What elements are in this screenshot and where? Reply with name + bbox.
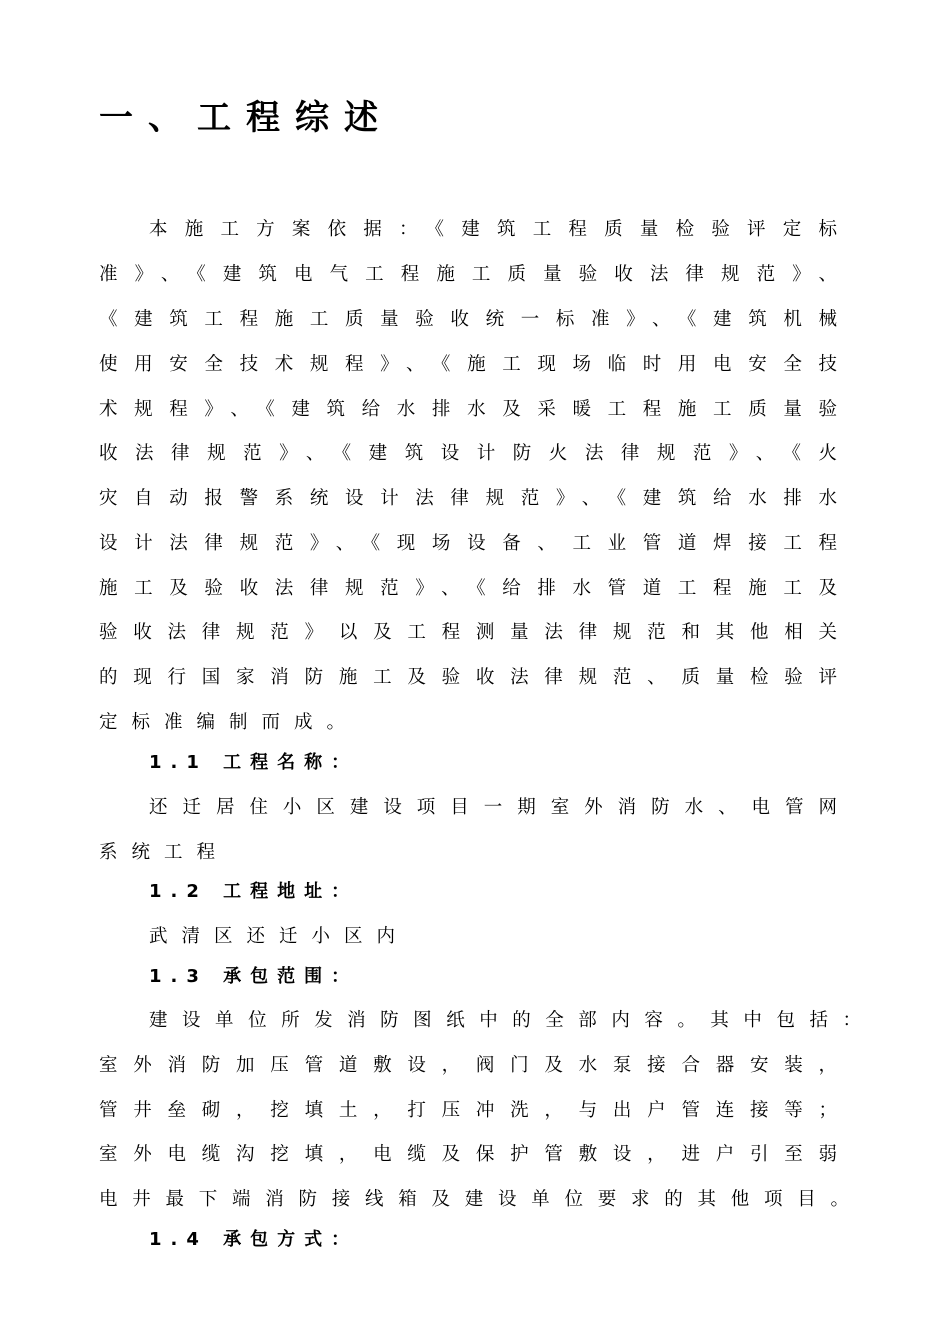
section-heading-1-2: 1.2 工程地址：: [149, 881, 359, 902]
paragraph-line: 准》、《建筑电气工程施工质量验收法律规范》、: [99, 264, 837, 285]
paragraph-line: 定标准编制而成。: [99, 712, 360, 733]
paragraph-line: 的现行国家消防施工及验收法律规范、质量检验评: [99, 667, 837, 688]
section-heading-1-1: 1.1 工程名称：: [149, 752, 359, 773]
paragraph-line: 术规程》、《建筑给水排水及采暖工程施工质量验: [99, 399, 837, 420]
section-heading-1-3: 1.3 承包范围：: [149, 966, 359, 987]
paragraph-line: 管井垒砌，挖填土，打压冲洗，与出户管连接等；: [99, 1100, 837, 1121]
paragraph-line: 电井最下端消防接线箱及建设单位要求的其他项目。: [99, 1189, 849, 1210]
paragraph-line: 还迁居住小区建设项目一期室外消防水、电管网: [149, 797, 837, 818]
paragraph-line: 验收法律规范》以及工程测量法律规范和其他相关: [99, 622, 837, 643]
paragraph-line: 收法律规范》、《建筑设计防火法律规范》、《火: [99, 443, 837, 464]
paragraph-line: 室外消防加压管道敷设，阀门及水泵接合器安装，: [99, 1055, 837, 1076]
paragraph-line: 建设单位所发消防图纸中的全部内容。其中包括：: [149, 1010, 861, 1031]
paragraph-line: 施工及验收法律规范》、《给排水管道工程施工及: [99, 578, 837, 599]
paragraph-line: 使用安全技术规程》、《施工现场临时用电安全技: [99, 354, 837, 375]
paragraph-line: 室外电缆沟挖填，电缆及保护管敷设，进户引至弱: [99, 1144, 837, 1165]
paragraph-line: 《建筑工程施工质量验收统一标准》、《建筑机械: [99, 309, 837, 330]
paragraph-line: 灾自动报警系统设计法律规范》、《建筑给水排水: [99, 488, 837, 509]
page-title: 一、工程综述: [99, 98, 393, 138]
paragraph-line: 本施工方案依据：《建筑工程质量检验评定标: [149, 219, 837, 240]
section-heading-1-4: 1.4 承包方式：: [149, 1229, 359, 1250]
paragraph-line: 武清区还迁小区内: [149, 926, 410, 947]
paragraph-line: 设计法律规范》、《现场设备、工业管道焊接工程: [99, 533, 837, 554]
paragraph-line: 系统工程: [99, 842, 230, 863]
